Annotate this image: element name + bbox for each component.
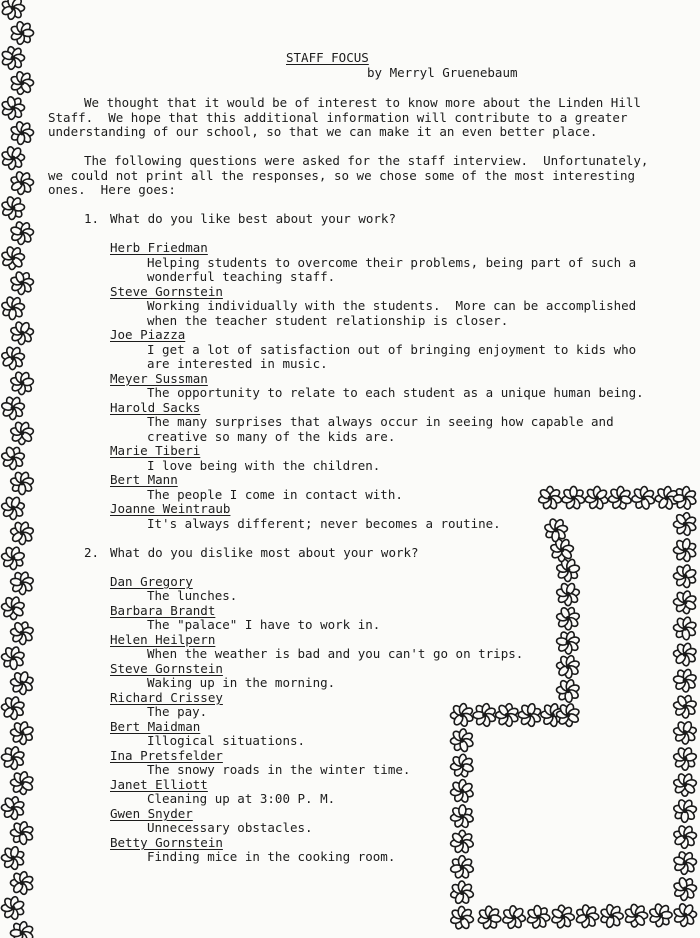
flower-doodle [538, 486, 562, 509]
flower-doodle [644, 898, 678, 932]
flower-doodle [622, 901, 650, 929]
respondent-name: Joanne Weintraub [110, 501, 231, 516]
response-line: The pay. [147, 704, 208, 719]
response-line: Waking up in the morning. [147, 675, 336, 690]
flower-doodle [5, 466, 38, 499]
response-line: When the weather is bad and you can't go on trips. [147, 646, 524, 661]
flower-doodle [670, 718, 699, 747]
flower-doodle [450, 830, 475, 854]
response-line: Finding mice in the cooking room. [147, 849, 396, 864]
flower-doodle [0, 541, 29, 574]
flower-doodle [669, 664, 700, 697]
respondent-name: Gwen Snyder [110, 806, 193, 821]
respondent-name: Betty Gornstein [110, 835, 223, 850]
flower-doodle [448, 878, 477, 907]
flower-doodle [446, 724, 479, 757]
response-line: I love being with the children. [147, 458, 381, 473]
response-line: The people I come in contact with. [147, 487, 403, 502]
flower-doodle [673, 773, 697, 797]
flower-doodle [668, 873, 700, 906]
flower-doodle [0, 393, 29, 424]
flower-doodle [0, 742, 30, 775]
flower-doodle [446, 902, 477, 933]
para2-line-2: we could not print all the responses, so we chose some of the most interesting [48, 168, 635, 183]
flower-doodle [0, 245, 26, 271]
article-byline: by Merryl Gruenebaum [367, 65, 518, 80]
flower-doodle [5, 916, 38, 938]
flower-doodle [0, 343, 28, 373]
flower-doodle [473, 901, 506, 933]
flower-doodle [670, 822, 699, 852]
respondent-name: Marie Tiberi [110, 443, 201, 458]
flower-doodle [5, 16, 38, 49]
intro-line-1: We thought that it would be of interest to know more about the Linden Hill [84, 95, 641, 110]
flower-doodle [7, 168, 38, 199]
respondent-name: Richard Crissey [110, 690, 223, 705]
respondent-name: Meyer Sussman [110, 371, 208, 386]
flower-doodle [0, 595, 26, 620]
flower-doodle [0, 494, 27, 523]
response-line: The lunches. [147, 588, 238, 603]
flower-doodle [582, 483, 611, 513]
response-line: It's always different; never becomes a routine. [147, 516, 501, 531]
flower-doodle [6, 567, 38, 599]
flower-doodle [668, 611, 700, 645]
intro-line-3: understanding of our school, so that we can make it an even better place. [48, 124, 598, 139]
respondent-name: Dan Gregory [110, 574, 193, 589]
flower-doodle [549, 903, 576, 930]
respondent-name: Barbara Brandt [110, 603, 216, 618]
response-line: are interested in music. [147, 356, 328, 371]
flower-doodle [6, 267, 39, 300]
intro-line-2: Staff. We hope that this additional information will contribute to a greater [48, 110, 628, 125]
flower-doodle [0, 794, 28, 823]
flower-doodle [672, 641, 698, 667]
response-line: The "palace" I have to work in. [147, 617, 381, 632]
flower-doodle [604, 483, 635, 514]
flower-doodle [669, 691, 700, 722]
question-1-number: 1. [84, 211, 100, 226]
flower-doodle [521, 900, 555, 934]
para2-line-1: The following questions were asked for the staff interview. Unfortunately, [84, 153, 649, 168]
left-flower-border [0, 0, 44, 938]
flower-doodle [668, 742, 700, 775]
flower-doodle [555, 653, 582, 680]
response-line: Illogical situations. [147, 733, 306, 748]
flower-doodle [0, 44, 28, 73]
response-line: Working individually with the students. More can be accomplished [147, 298, 637, 313]
response-line: Cleaning up at 3:00 P. M. [147, 791, 336, 806]
flower-doodle [670, 848, 700, 878]
flower-doodle [450, 702, 475, 727]
response-line: when the teacher student relationship is closer. [147, 313, 509, 328]
respondent-name: Steve Gornstein [110, 284, 223, 299]
flower-doodle [6, 717, 39, 750]
flower-doodle [6, 117, 38, 149]
flower-frame-decoration [440, 470, 700, 938]
response-line: creative so many of the kids are. [147, 429, 396, 444]
flower-doodle [552, 627, 584, 659]
response-line: Unnecessary obstacles. [147, 820, 313, 835]
respondent-name: Ina Pretsfelder [110, 748, 223, 763]
flower-doodle [0, 641, 30, 675]
flower-doodle [7, 218, 37, 248]
flower-doodle [554, 580, 582, 609]
response-line: The snowy roads in the winter time. [147, 762, 411, 777]
flower-doodle [8, 769, 35, 796]
flower-doodle [0, 291, 30, 324]
flower-doodle [5, 366, 39, 400]
flower-doodle [0, 145, 25, 171]
flower-doodle [493, 701, 522, 729]
para2-line-3: ones. Here goes: [48, 182, 176, 197]
response-line: wonderful teaching staff. [147, 269, 336, 284]
respondent-name: Joe Piazza [110, 327, 186, 342]
question-2-text: What do you dislike most about your work? [110, 545, 419, 560]
flower-doodle [669, 794, 700, 827]
flower-doodle [669, 534, 700, 566]
flower-doodle [0, 92, 30, 125]
respondent-name: Herb Friedman [110, 240, 208, 255]
flower-doodle [0, 842, 28, 874]
flower-doodle [554, 702, 581, 729]
response-line: The opportunity to relate to each student as a unique human being. [147, 385, 644, 400]
flower-doodle [596, 900, 627, 932]
respondent-name: Steve Gornstein [110, 661, 223, 676]
flower-doodle [10, 421, 34, 445]
flower-doodle [671, 588, 699, 615]
flower-doodle [445, 800, 478, 833]
flower-doodle [0, 442, 29, 474]
question-1-text: What do you like best about your work? [110, 211, 396, 226]
flower-doodle [571, 900, 603, 932]
article-title: STAFF FOCUS [286, 50, 369, 65]
flower-doodle [8, 319, 35, 346]
respondent-name: Harold Sacks [110, 400, 201, 415]
question-2-number: 2. [84, 545, 100, 560]
flower-doodle [668, 481, 700, 515]
flower-doodle [501, 904, 527, 931]
flower-doodle [552, 603, 584, 634]
flower-doodle [447, 776, 477, 806]
flower-doodle [0, 892, 29, 924]
flower-doodle [6, 618, 37, 649]
flower-doodle [7, 668, 37, 698]
flower-doodle [0, 695, 26, 721]
flower-doodle [447, 751, 477, 781]
flower-doodle [8, 69, 36, 97]
flower-doodle [5, 816, 39, 850]
response-line: I get a lot of satisfaction out of bringing enjoyment to kids who [147, 342, 637, 357]
flower-doodle [8, 519, 36, 547]
flower-doodle [10, 871, 34, 895]
respondent-name: Bert Mann [110, 472, 178, 487]
flower-doodle [669, 560, 700, 592]
flower-doodle [0, 0, 29, 24]
response-line: The many surprises that always occur in seeing how capable and [147, 414, 614, 429]
flower-doodle [445, 851, 478, 884]
response-line: Helping students to overcome their problems, being part of such a [147, 255, 637, 270]
flower-doodle [671, 510, 699, 538]
respondent-name: Janet Elliott [110, 777, 208, 792]
flower-doodle [0, 191, 30, 225]
flower-doodle [672, 902, 697, 928]
respondent-name: Helen Heilpern [110, 632, 216, 647]
respondent-name: Bert Maidman [110, 719, 201, 734]
